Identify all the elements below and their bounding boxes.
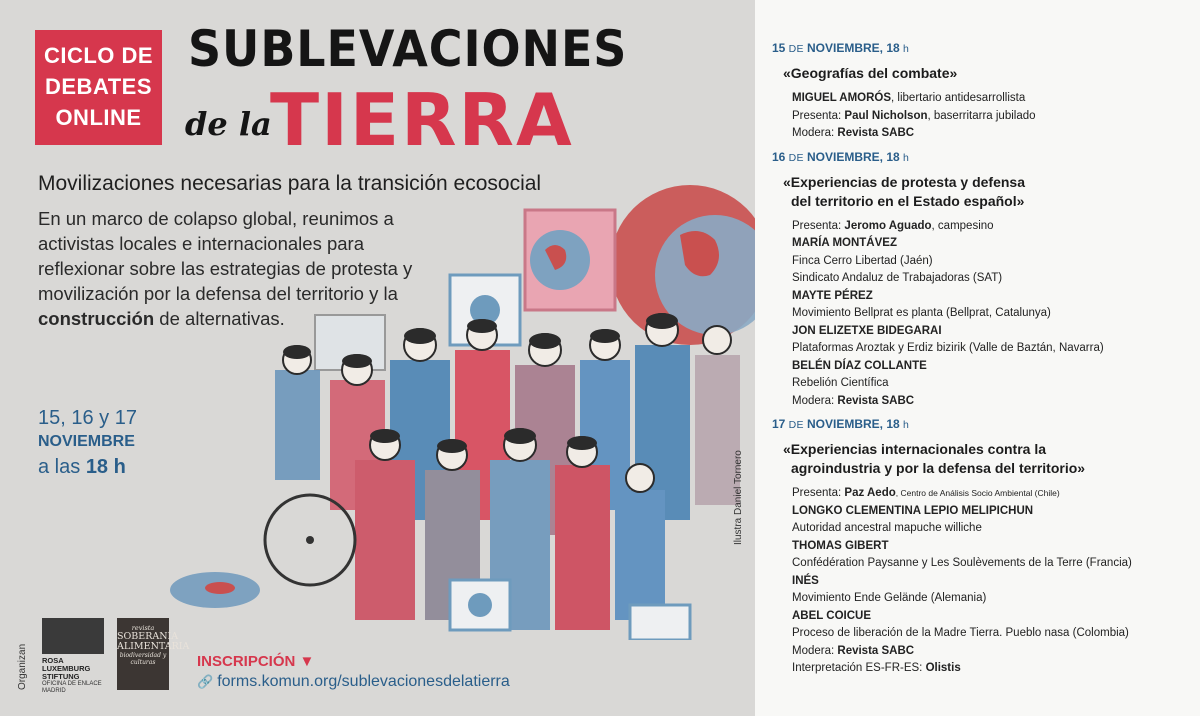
intro-tail: de alternativas. bbox=[154, 308, 285, 329]
speaker-name bbox=[772, 503, 1192, 521]
moderator-name: Revista SABC bbox=[837, 127, 915, 139]
day-3-title-line-2: agroindustria y por la defensa del territorio» bbox=[791, 460, 1086, 476]
day-1-header bbox=[772, 40, 1192, 57]
day-2-header bbox=[772, 149, 1192, 166]
day-3-h: h bbox=[903, 419, 910, 431]
speaker-name-text: MAYTE PÉREZ bbox=[792, 289, 873, 302]
title-tierra: TIERRA bbox=[270, 78, 574, 162]
schedule bbox=[772, 40, 1192, 678]
moderator-prefix: Modera: bbox=[792, 394, 838, 407]
inscripcion-label: INSCRIPCIÓN ▼ bbox=[197, 653, 315, 670]
day-2-presenter bbox=[772, 218, 1192, 236]
tag-line-3: ONLINE bbox=[55, 105, 142, 130]
day-2-de: DE bbox=[785, 151, 807, 164]
speaker-affiliation: Movimiento Bellprat es planta (Bellprat, Catalunya) bbox=[792, 307, 1051, 319]
title-dela: de la bbox=[185, 105, 272, 143]
day-3-moderator bbox=[772, 643, 1192, 661]
speaker-name bbox=[772, 538, 1192, 556]
day-2-moderator bbox=[772, 393, 1192, 411]
day-1-h: h bbox=[903, 43, 910, 55]
presenter-prefix: Presenta: bbox=[792, 487, 845, 499]
registration-link[interactable] bbox=[197, 673, 510, 691]
sa-mid: SOBERANÍA ALIMENTARIA bbox=[117, 631, 190, 652]
interpretation-name: Olistis bbox=[925, 662, 961, 674]
day-1-speaker bbox=[772, 90, 1192, 108]
moderator-name: Revista SABC bbox=[837, 644, 915, 657]
organizers-label: Organizan bbox=[17, 643, 28, 690]
rosa-luxemburg-logo bbox=[42, 618, 104, 694]
day-2-h: h bbox=[903, 151, 910, 164]
presenter-name: Paz Aedo bbox=[844, 487, 896, 499]
intro-bold: construcción bbox=[38, 308, 155, 329]
day-2-hour: , 18 bbox=[879, 149, 904, 164]
presenter-role: , baserritarra jubilado bbox=[927, 109, 1036, 122]
day-2-title-line-1: «Experiencias de protesta y defensa bbox=[783, 173, 1025, 190]
day-3-hour: , 18 bbox=[879, 417, 904, 431]
speaker-name-text: ABEL COICUE bbox=[792, 609, 872, 622]
dates-month: NOVIEMBRE bbox=[38, 433, 135, 450]
rosa-luxemburg-mark bbox=[42, 618, 104, 654]
day-3-title-line-1: «Experiencias internacionales contra la bbox=[783, 441, 1047, 457]
day-1-hour: , 18 bbox=[879, 41, 904, 55]
speaker-name-text: MARÍA MONTÁVEZ bbox=[792, 237, 897, 249]
speaker-name bbox=[772, 235, 1192, 253]
intro-main: En un marco de colapso global, reunimos a activistas locales e internacionales para reflexionar sobre las estrategias de protesta y movilización por la defensa del territorio y la bbox=[38, 208, 413, 304]
speaker-name bbox=[772, 323, 1192, 341]
registration-url[interactable]: forms.komun.org/sublevacionesdelatierra bbox=[217, 673, 510, 690]
title-sublevaciones: SUBLEVACIONES bbox=[188, 20, 628, 78]
speaker-name-text: LONGKO CLEMENTINA LEPIO MELIPICHUN bbox=[792, 504, 1034, 517]
day-1-title: «Geografías del combate» bbox=[783, 65, 958, 81]
speaker-name-text: THOMAS GIBERT bbox=[792, 539, 889, 552]
speaker-name bbox=[772, 358, 1192, 376]
presenter-role: , campesino bbox=[931, 219, 994, 232]
day-3-presenter bbox=[772, 485, 1192, 503]
presenter-prefix: Presenta: bbox=[792, 219, 845, 232]
speaker-affiliation: Plataformas Aroztak y Erdiz bizirik (Valle de Baztán, Navarra) bbox=[792, 342, 1104, 354]
day-3-num: 17 bbox=[772, 417, 786, 431]
sa-top: revista bbox=[131, 624, 155, 632]
presenter-name: Paul Nicholson bbox=[844, 109, 928, 122]
dates-time-bold: 18 h bbox=[85, 456, 126, 478]
cycle-tag bbox=[35, 30, 162, 145]
speaker-name bbox=[772, 288, 1192, 306]
dates-time-pre: a las bbox=[38, 456, 86, 478]
speaker-name-text: INÉS bbox=[792, 574, 819, 587]
speaker-name-text: BELÉN DÍAZ COLLANTE bbox=[792, 359, 927, 372]
moderator-prefix: Modera: bbox=[792, 127, 838, 139]
day-1-moderator bbox=[772, 125, 1192, 143]
day-1-month: NOVIEMBRE bbox=[806, 41, 880, 55]
day-1-presenter bbox=[772, 108, 1192, 126]
day-1-num: 15 bbox=[772, 41, 786, 55]
speaker-affiliation: Finca Cerro Libertad (Jaén) bbox=[792, 254, 933, 267]
speaker-role: , libertario antidesarrollista bbox=[891, 92, 1026, 104]
day-3-de: DE bbox=[785, 419, 807, 431]
interpretation-prefix: Interpretación ES-FR-ES: bbox=[792, 662, 926, 674]
day-2-num: 16 bbox=[772, 149, 786, 164]
speaker-affiliation: Sindicato Andaluz de Trabajadoras (SAT) bbox=[792, 272, 1003, 284]
illustration-credit: Ilustra Daniel Tornero bbox=[733, 450, 744, 545]
day-2-title bbox=[783, 173, 1192, 211]
presenter-role: , Centro de Análisis Socio Ambiental (Chile) bbox=[895, 488, 1060, 498]
tag-line-2: DEBATES bbox=[45, 74, 152, 99]
presenter-prefix: Presenta: bbox=[792, 109, 845, 122]
schedule-panel bbox=[755, 0, 1200, 716]
day-2-month: NOVIEMBRE bbox=[806, 149, 880, 164]
speaker-name bbox=[772, 573, 1192, 591]
presenter-name: Jeromo Aguado bbox=[844, 219, 932, 232]
rosa-luxemburg-name: ROSA LUXEMBURG STIFTUNG bbox=[42, 656, 91, 681]
rosa-luxemburg-sub: OFICINA DE ENLACE MADRID bbox=[42, 681, 102, 694]
day-2-title-line-2: del territorio en el Estado español» bbox=[791, 192, 1025, 209]
day-3-interpretation bbox=[772, 660, 1192, 678]
sa-bot: biodiversidad y culturas bbox=[119, 652, 167, 666]
speaker-name bbox=[772, 608, 1192, 626]
subtitle: Movilizaciones necesarias para la transición ecosocial bbox=[38, 172, 542, 195]
speaker-affiliation: Proceso de liberación de la Madre Tierra. Pueblo nasa (Colombia) bbox=[792, 627, 1129, 639]
tag-line-1: CICLO DE bbox=[43, 43, 154, 68]
day-3-header bbox=[772, 416, 1192, 433]
day-3-title bbox=[783, 440, 1192, 478]
speaker-affiliation: Autoridad ancestral mapuche williche bbox=[792, 522, 982, 534]
protest-illustration bbox=[160, 180, 760, 640]
link-icon: 🔗 bbox=[197, 674, 214, 689]
dates-days: 15, 16 y 17 bbox=[38, 407, 137, 429]
moderator-prefix: Modera: bbox=[792, 644, 838, 657]
speaker-affiliation: Movimiento Ende Gelände (Alemania) bbox=[792, 592, 987, 604]
speaker-affiliation: Rebelión Científica bbox=[792, 377, 889, 389]
speaker-name: MIGUEL AMORÓS bbox=[792, 92, 892, 104]
soberania-alimentaria-logo bbox=[117, 618, 190, 690]
moderator-name: Revista SABC bbox=[837, 394, 915, 407]
speaker-affiliation: Confédération Paysanne y Les Soulèvements de la Terre (Francia) bbox=[792, 557, 1132, 569]
speaker-name-text: JON ELIZETXE BIDEGARAI bbox=[792, 324, 942, 337]
day-1-de: DE bbox=[785, 43, 807, 55]
day-3-month: NOVIEMBRE bbox=[806, 417, 880, 431]
